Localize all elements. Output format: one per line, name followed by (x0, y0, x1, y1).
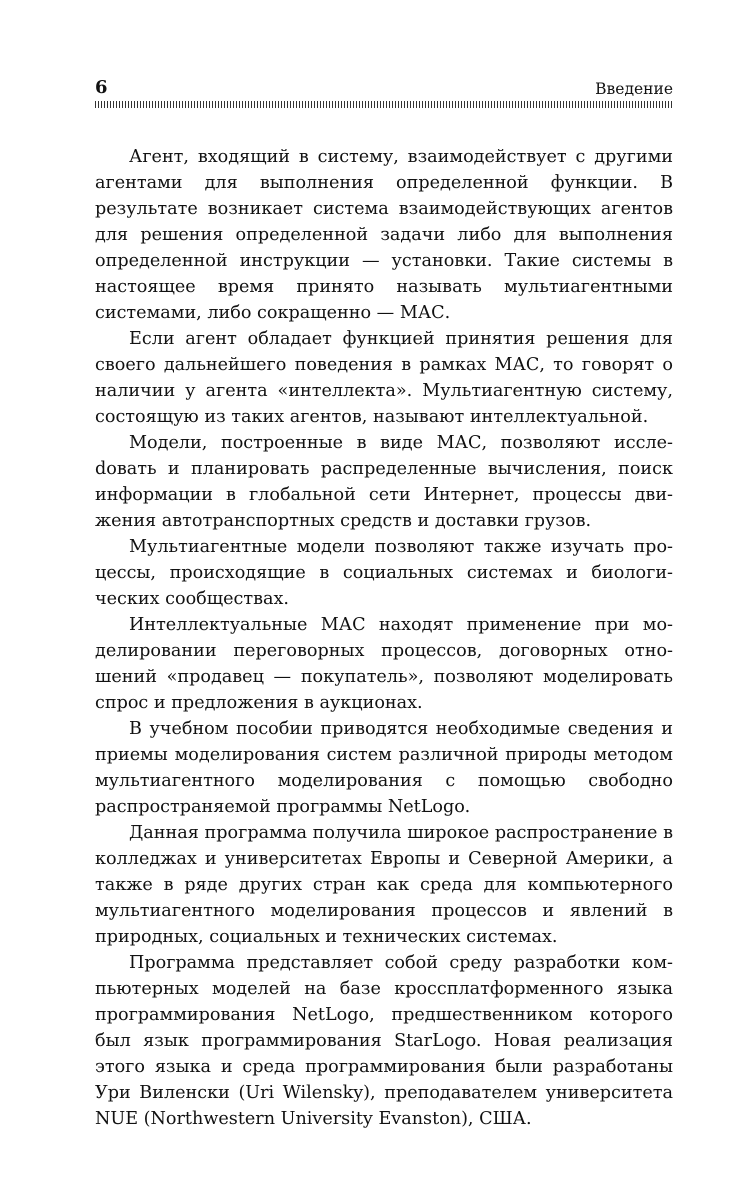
paragraph-2: Если агент обладает функцией принятия решения для своего дальнейшего поведения в рамках МАС, то говорят о наличии у агента «интеллекта». Мультиагентную систему, состоящую из таких агентов, называют интеллектуальной. (95, 329, 673, 427)
paragraph-7: Данная программа получила широкое распространение в колледжах и университетах Европы и Северной Америки, а также в ряде других стран как среда для компьютерного мультиагентного моделирования процессов и явлений в природных, социальных и технических системах. (95, 823, 673, 947)
paragraph-8: Программа представляет собой среду разработки компьютерных моделей на базе кроссплатформенного языка программирования NetLogo, предшественником которого был язык программирования StarLogo. Новая реализация этого языка и среда программирования были разработаны Ури Виленски (Uri Wilensky), преподавателем университета NUE (Northwestern University Evanston), США. (95, 953, 673, 1129)
paragraph-4: Мультиагентные модели позволяют также изучать процессы, происходящие в социальных системах и биологических сообществах. (95, 537, 673, 609)
paragraph-1: Агент, входящий в систему, взаимодействует с другими агентами для выполнения определенной функции. В результате возникает система взаимодействующих агентов для решения определенной задачи либо для выполнения определенной инструкции — установки. Такие системы в настоящее время принято называть мультиагентными системами, либо сокращенно — МАС. (95, 147, 673, 323)
paragraph-3: Модели, построенные в виде МАС, позволяют исслеdовать и планировать распределенные вычисления, поиск информации в глобальной сети Интернет, процессы движения автотранспортных средств и доставки грузов. (95, 433, 673, 531)
running-head (95, 76, 673, 100)
page-number: 6 (95, 77, 108, 98)
paragraph-6: В учебном пособии приводятся необходимые сведения и приемы моделирования систем различной природы методом мультиагентного моделирования с помощью свободно распространяемой программы NetLogo. (95, 719, 673, 817)
section-title: Введение (595, 80, 673, 98)
body-text (95, 144, 673, 1132)
paragraph-5: Интеллектуальные МАС находят применение при моделировании переговорных процессов, договорных отношений «продавец — покупатель», позволяют моделировать спрос и предложения в аукционах. (95, 615, 673, 713)
header-dotted-rule (95, 101, 673, 108)
